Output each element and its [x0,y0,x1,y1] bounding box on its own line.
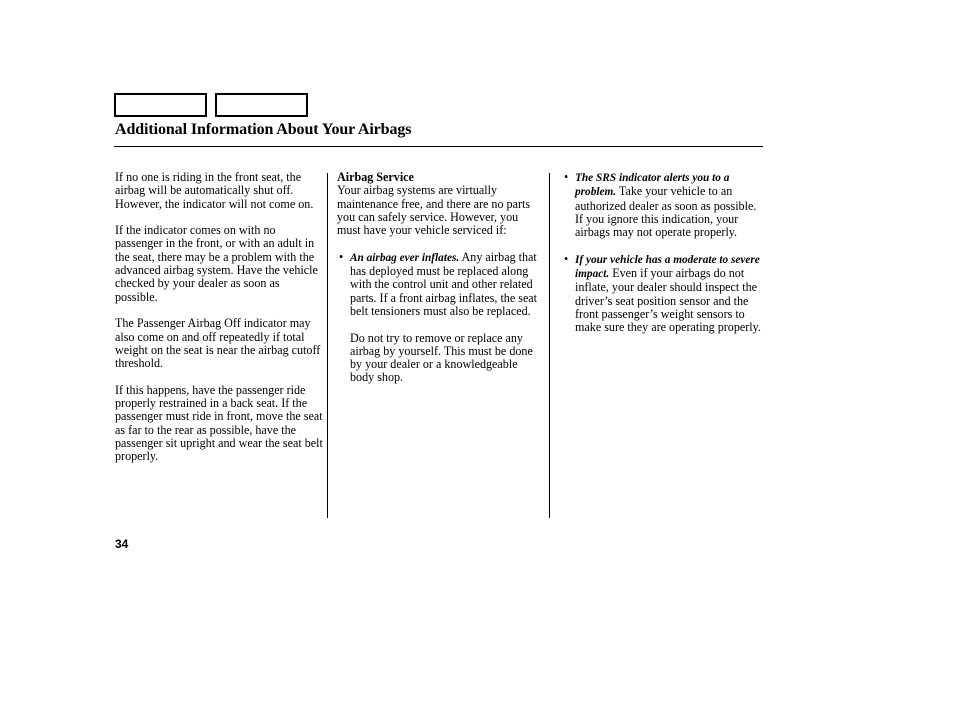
paragraph: The Passenger Airbag Off indicator may also come on and off repeatedly if total weight on the seat is near the airbag cutoff threshold. [115,316,321,371]
column-2 [337,171,543,398]
bullet-icon: • [564,170,569,184]
bullet-lead: An airbag ever inflates. [350,251,460,264]
bullet-item [337,251,543,318]
nav-tab-next[interactable] [215,93,308,117]
bullet-text: Even if your airbags do not inflate, your dealer should inspect the driver’s seat position sensor and the front passenger’s weight sensors to make sure they are operating properly. [575,266,761,335]
section-heading-airbag-service: Airbag Service [337,170,414,184]
bullet-item [562,253,762,335]
bullet-text: Any airbag that has deployed must be replaced along with the control unit and other related parts. If a front airbag inflates, the seat belt tensioners must also be replaced. [350,249,538,318]
column-divider [327,173,328,518]
page-number: 34 [115,537,129,551]
paragraph: Your airbag systems are virtually maintenance free, and there are no parts you can safely service. However, you must have your vehicle serviced if: [337,183,531,238]
paragraph: If no one is riding in the front seat, the airbag will be automatically shut off. However, the indicator will not come on. [115,170,314,211]
bullet-icon: • [339,249,344,264]
bullet-text: Take your vehicle to an authorized dealer as soon as possible. If you ignore this indication, your airbags may not operate properly. [575,184,757,240]
page-title: Additional Information About Your Airbags [115,121,412,138]
title-divider [114,146,763,147]
bullet-item [562,171,762,239]
bullet-lead: If your vehicle has a moderate to severe impact. [575,253,760,281]
paragraph: If the indicator comes on with no passenger in the front, or with an adult in the seat, there may be a problem with the advanced airbag system. Have the vehicle checked by your dealer as soon as possible. [115,223,318,304]
column-divider [549,173,550,518]
column-1 [115,171,323,477]
paragraph: If this happens, have the passenger ride properly restrained in a back seat. If the passenger must ride in front, move the seat as far to the rear as possible, have the passenger sit upright and wear the seat belt properly. [115,382,323,464]
bullet-icon: • [564,251,569,266]
nav-tab-previous[interactable] [114,93,207,117]
paragraph: Do not try to remove or replace any airbag by yourself. This must be done by your dealer or a knowledgeable body shop. [350,330,533,385]
bullet-lead: The SRS indicator alerts you to a problem. [575,172,730,199]
column-3 [562,171,762,348]
